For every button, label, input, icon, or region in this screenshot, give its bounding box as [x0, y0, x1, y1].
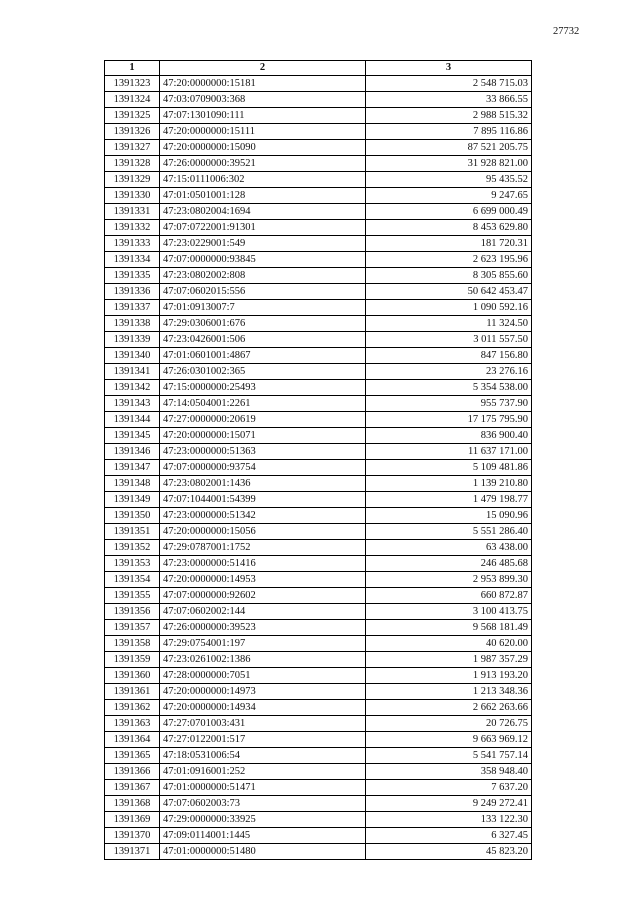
value-cell: 33 866.55 — [366, 92, 532, 108]
page-number: 27732 — [553, 26, 580, 37]
row-number-cell: 1391359 — [105, 652, 160, 668]
cadastral-number-cell: 47:14:0504001:2261 — [160, 396, 366, 412]
cadastral-number-cell: 47:20:0000000:14973 — [160, 684, 366, 700]
cadastral-number-cell: 47:29:0000000:33925 — [160, 812, 366, 828]
table-row — [105, 460, 532, 476]
cadastral-number-cell: 47:20:0000000:14934 — [160, 700, 366, 716]
value-cell: 95 435.52 — [366, 172, 532, 188]
cadastral-number-cell: 47:07:0722001:91301 — [160, 220, 366, 236]
cadastral-number-cell: 47:01:0000000:51480 — [160, 844, 366, 860]
value-cell: 2 988 515.32 — [366, 108, 532, 124]
cadastral-number-cell: 47:23:0000000:51342 — [160, 508, 366, 524]
table-row — [105, 204, 532, 220]
cadastral-number-cell: 47:29:0787001:1752 — [160, 540, 366, 556]
value-cell: 181 720.31 — [366, 236, 532, 252]
row-number-cell: 1391369 — [105, 812, 160, 828]
row-number-cell: 1391340 — [105, 348, 160, 364]
value-cell: 31 928 821.00 — [366, 156, 532, 172]
row-number-cell: 1391345 — [105, 428, 160, 444]
row-number-cell: 1391343 — [105, 396, 160, 412]
cadastral-number-cell: 47:27:0000000:20619 — [160, 412, 366, 428]
value-cell: 23 276.16 — [366, 364, 532, 380]
value-cell: 246 485.68 — [366, 556, 532, 572]
cadastral-number-cell: 47:20:0000000:15111 — [160, 124, 366, 140]
table-row — [105, 572, 532, 588]
table-row — [105, 396, 532, 412]
value-cell: 20 726.75 — [366, 716, 532, 732]
value-cell: 2 953 899.30 — [366, 572, 532, 588]
row-number-cell: 1391329 — [105, 172, 160, 188]
row-number-cell: 1391332 — [105, 220, 160, 236]
column-header-1: 1 — [105, 61, 160, 76]
value-cell: 11 637 171.00 — [366, 444, 532, 460]
value-cell: 7 637.20 — [366, 780, 532, 796]
value-cell: 2 662 263.66 — [366, 700, 532, 716]
cadastral-number-cell: 47:20:0000000:15071 — [160, 428, 366, 444]
value-cell: 358 948.40 — [366, 764, 532, 780]
cadastral-number-cell: 47:07:0000000:93845 — [160, 252, 366, 268]
table-row — [105, 508, 532, 524]
cadastral-number-cell: 47:23:0000000:51416 — [160, 556, 366, 572]
row-number-cell: 1391346 — [105, 444, 160, 460]
value-cell: 1 479 198.77 — [366, 492, 532, 508]
table-row — [105, 620, 532, 636]
row-number-cell: 1391334 — [105, 252, 160, 268]
table-row — [105, 684, 532, 700]
cadastral-number-cell: 47:23:0000000:51363 — [160, 444, 366, 460]
row-number-cell: 1391364 — [105, 732, 160, 748]
table-row — [105, 796, 532, 812]
header-row — [105, 61, 532, 76]
row-number-cell: 1391351 — [105, 524, 160, 540]
column-header-2: 2 — [160, 61, 366, 76]
table-row — [105, 812, 532, 828]
value-cell: 133 122.30 — [366, 812, 532, 828]
cadastral-number-cell: 47:03:0709003:368 — [160, 92, 366, 108]
table-row — [105, 284, 532, 300]
table-row — [105, 428, 532, 444]
cadastral-number-cell: 47:23:0426001:506 — [160, 332, 366, 348]
cadastral-number-cell: 47:26:0000000:39521 — [160, 156, 366, 172]
value-cell: 6 699 000.49 — [366, 204, 532, 220]
cadastral-number-cell: 47:01:0000000:51471 — [160, 780, 366, 796]
value-cell: 9 247.65 — [366, 188, 532, 204]
cadastral-number-cell: 47:20:0000000:14953 — [160, 572, 366, 588]
row-number-cell: 1391338 — [105, 316, 160, 332]
table-body — [105, 76, 532, 860]
cadastral-number-cell: 47:26:0301002:365 — [160, 364, 366, 380]
table-row — [105, 476, 532, 492]
row-number-cell: 1391328 — [105, 156, 160, 172]
cadastral-number-cell: 47:23:0802001:1436 — [160, 476, 366, 492]
table-row — [105, 716, 532, 732]
value-cell: 847 156.80 — [366, 348, 532, 364]
value-cell: 7 895 116.86 — [366, 124, 532, 140]
row-number-cell: 1391341 — [105, 364, 160, 380]
cadastral-number-cell: 47:07:0602003:73 — [160, 796, 366, 812]
row-number-cell: 1391371 — [105, 844, 160, 860]
row-number-cell: 1391354 — [105, 572, 160, 588]
row-number-cell: 1391327 — [105, 140, 160, 156]
row-number-cell: 1391366 — [105, 764, 160, 780]
value-cell: 5 541 757.14 — [366, 748, 532, 764]
value-cell: 1 213 348.36 — [366, 684, 532, 700]
cadastral-number-cell: 47:01:0913007:7 — [160, 300, 366, 316]
value-cell: 1 913 193.20 — [366, 668, 532, 684]
value-cell: 2 623 195.96 — [366, 252, 532, 268]
row-number-cell: 1391363 — [105, 716, 160, 732]
value-cell: 45 823.20 — [366, 844, 532, 860]
cadastral-number-cell: 47:29:0306001:676 — [160, 316, 366, 332]
table-header — [105, 61, 532, 76]
row-number-cell: 1391335 — [105, 268, 160, 284]
table-row — [105, 636, 532, 652]
cadastral-number-cell: 47:29:0754001:197 — [160, 636, 366, 652]
row-number-cell: 1391365 — [105, 748, 160, 764]
table-row — [105, 780, 532, 796]
value-cell: 2 548 715.03 — [366, 76, 532, 92]
cadastral-number-cell: 47:23:0229001:549 — [160, 236, 366, 252]
cadastral-number-cell: 47:07:1044001:54399 — [160, 492, 366, 508]
table-row — [105, 412, 532, 428]
table-row — [105, 332, 532, 348]
table-row — [105, 492, 532, 508]
row-number-cell: 1391349 — [105, 492, 160, 508]
row-number-cell: 1391353 — [105, 556, 160, 572]
row-number-cell: 1391330 — [105, 188, 160, 204]
value-cell: 40 620.00 — [366, 636, 532, 652]
row-number-cell: 1391344 — [105, 412, 160, 428]
table-row — [105, 188, 532, 204]
value-cell: 955 737.90 — [366, 396, 532, 412]
table-row — [105, 220, 532, 236]
row-number-cell: 1391348 — [105, 476, 160, 492]
table-row — [105, 364, 532, 380]
table-row — [105, 700, 532, 716]
cadastral-number-cell: 47:07:0000000:93754 — [160, 460, 366, 476]
row-number-cell: 1391362 — [105, 700, 160, 716]
cadastral-number-cell: 47:27:0122001:517 — [160, 732, 366, 748]
cadastral-number-cell: 47:20:0000000:15090 — [160, 140, 366, 156]
cadastral-number-cell: 47:28:0000000:7051 — [160, 668, 366, 684]
value-cell: 9 663 969.12 — [366, 732, 532, 748]
cadastral-number-cell: 47:07:0602002:144 — [160, 604, 366, 620]
value-cell: 6 327.45 — [366, 828, 532, 844]
table-row — [105, 92, 532, 108]
table-row — [105, 268, 532, 284]
value-cell: 17 175 795.90 — [366, 412, 532, 428]
table-row — [105, 540, 532, 556]
cadastral-number-cell: 47:09:0114001:1445 — [160, 828, 366, 844]
column-header-3: 3 — [366, 61, 532, 76]
table-row — [105, 300, 532, 316]
row-number-cell: 1391323 — [105, 76, 160, 92]
value-cell: 9 568 181.49 — [366, 620, 532, 636]
table-row — [105, 652, 532, 668]
value-cell: 15 090.96 — [366, 508, 532, 524]
table-row — [105, 764, 532, 780]
row-number-cell: 1391352 — [105, 540, 160, 556]
value-cell: 8 453 629.80 — [366, 220, 532, 236]
value-cell: 5 109 481.86 — [366, 460, 532, 476]
value-cell: 5 354 538.00 — [366, 380, 532, 396]
cadastral-number-cell: 47:20:0000000:15056 — [160, 524, 366, 540]
value-cell: 1 987 357.29 — [366, 652, 532, 668]
value-cell: 8 305 855.60 — [366, 268, 532, 284]
value-cell: 63 438.00 — [366, 540, 532, 556]
row-number-cell: 1391370 — [105, 828, 160, 844]
cadastral-number-cell: 47:20:0000000:15181 — [160, 76, 366, 92]
value-cell: 87 521 205.75 — [366, 140, 532, 156]
row-number-cell: 1391355 — [105, 588, 160, 604]
row-number-cell: 1391350 — [105, 508, 160, 524]
cadastral-number-cell: 47:07:1301090:111 — [160, 108, 366, 124]
row-number-cell: 1391368 — [105, 796, 160, 812]
row-number-cell: 1391357 — [105, 620, 160, 636]
row-number-cell: 1391339 — [105, 332, 160, 348]
cadastral-number-cell: 47:23:0261002:1386 — [160, 652, 366, 668]
value-cell: 1 090 592.16 — [366, 300, 532, 316]
row-number-cell: 1391347 — [105, 460, 160, 476]
table-row — [105, 140, 532, 156]
row-number-cell: 1391331 — [105, 204, 160, 220]
row-number-cell: 1391324 — [105, 92, 160, 108]
table-row — [105, 732, 532, 748]
row-number-cell: 1391333 — [105, 236, 160, 252]
value-cell: 660 872.87 — [366, 588, 532, 604]
table-row — [105, 316, 532, 332]
value-cell: 3 100 413.75 — [366, 604, 532, 620]
table-row — [105, 124, 532, 140]
cadastral-number-cell: 47:07:0000000:92602 — [160, 588, 366, 604]
row-number-cell: 1391361 — [105, 684, 160, 700]
row-number-cell: 1391367 — [105, 780, 160, 796]
cadastral-number-cell: 47:15:0111006:302 — [160, 172, 366, 188]
value-cell: 1 139 210.80 — [366, 476, 532, 492]
value-cell: 3 011 557.50 — [366, 332, 532, 348]
row-number-cell: 1391360 — [105, 668, 160, 684]
table-row — [105, 668, 532, 684]
table-row — [105, 828, 532, 844]
value-cell: 9 249 272.41 — [366, 796, 532, 812]
value-cell: 836 900.40 — [366, 428, 532, 444]
table-row — [105, 108, 532, 124]
value-cell: 50 642 453.47 — [366, 284, 532, 300]
table-row — [105, 76, 532, 92]
table-row — [105, 748, 532, 764]
row-number-cell: 1391356 — [105, 604, 160, 620]
row-number-cell: 1391358 — [105, 636, 160, 652]
cadastral-number-cell: 47:26:0000000:39523 — [160, 620, 366, 636]
value-cell: 5 551 286.40 — [366, 524, 532, 540]
cadastral-number-cell: 47:01:0501001:128 — [160, 188, 366, 204]
table-row — [105, 380, 532, 396]
cadastral-number-cell: 47:15:0000000:25493 — [160, 380, 366, 396]
cadastral-number-cell: 47:27:0701003:431 — [160, 716, 366, 732]
table-row — [105, 444, 532, 460]
cadastral-number-cell: 47:23:0802002:808 — [160, 268, 366, 284]
cadastral-number-cell: 47:07:0602015:556 — [160, 284, 366, 300]
row-number-cell: 1391337 — [105, 300, 160, 316]
cadastral-number-cell: 47:18:0531006:54 — [160, 748, 366, 764]
cadastral-number-cell: 47:01:0601001:4867 — [160, 348, 366, 364]
cadastral-number-cell: 47:01:0916001:252 — [160, 764, 366, 780]
row-number-cell: 1391342 — [105, 380, 160, 396]
table-row — [105, 156, 532, 172]
cadastral-number-cell: 47:23:0802004:1694 — [160, 204, 366, 220]
table-row — [105, 844, 532, 860]
row-number-cell: 1391326 — [105, 124, 160, 140]
table-row — [105, 524, 532, 540]
table-row — [105, 604, 532, 620]
table-row — [105, 556, 532, 572]
table-row — [105, 588, 532, 604]
value-cell: 11 324.50 — [366, 316, 532, 332]
row-number-cell: 1391325 — [105, 108, 160, 124]
row-number-cell: 1391336 — [105, 284, 160, 300]
table-row — [105, 236, 532, 252]
table-row — [105, 172, 532, 188]
table-row — [105, 348, 532, 364]
table-row — [105, 252, 532, 268]
register-table — [104, 60, 532, 860]
